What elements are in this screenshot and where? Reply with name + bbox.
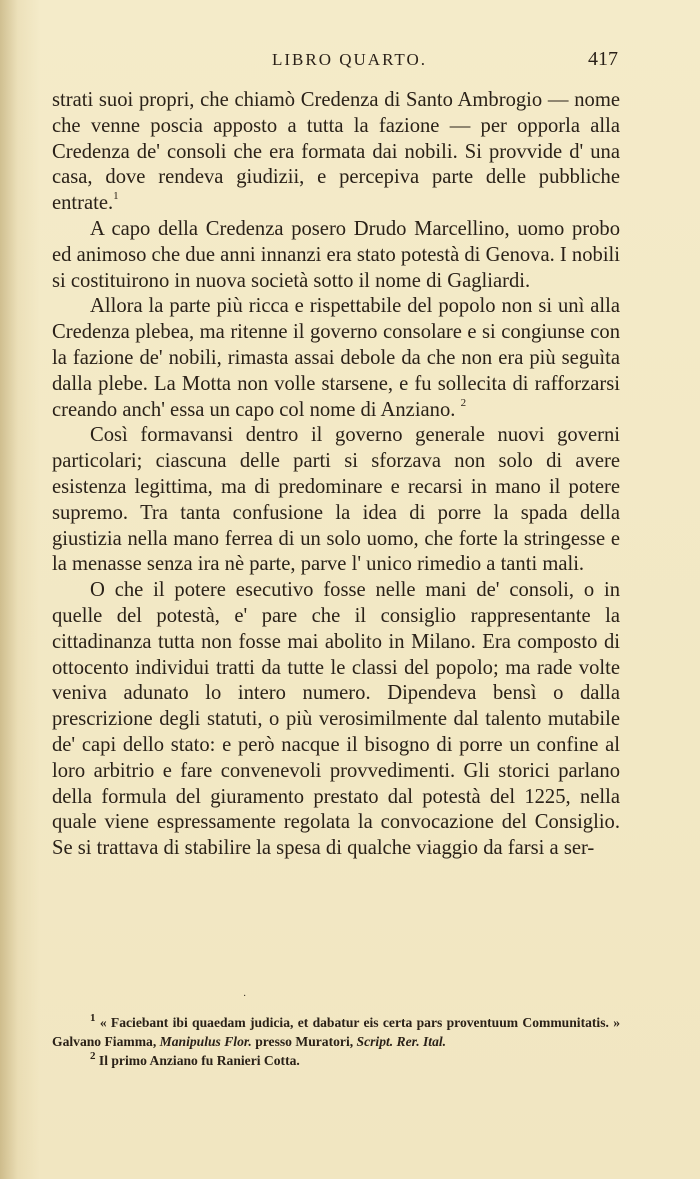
page-header	[0, 50, 700, 76]
main-text	[52, 88, 620, 862]
running-title: LIBRO QUARTO.	[272, 50, 428, 69]
page-number: 417	[588, 48, 618, 70]
footnote-2: $^2$ Il primo Anziano fu Ranieri Cotta.	[90, 1050, 300, 1068]
paragraph-5: O che il potere esecutivo fosse nelle mani de' consoli, o in quelle del potestà, e' pare che il consiglio rappresentante la cittadinanza tutta non fosse mai abolito in Milano. Era composto di ottocento individui tratti da tutte le classi del popolo; ma rade volte veniva adunato lo intero numero. Dipendeva bensì o dalla prescrizione degli statuti, o più verosimilmente dal talento mutabile de' capi dello stato: e però nacque il bisogno di porre un confine al loro arbitrio e fare convenevoli provvedimenti. Gli storici parlano della formula del giuramento prestato dal potestà del 1225, nella quale viene espressamente regolata la convocazione del Consiglio. Se si trattava di stabilire la spesa di qualche viaggio da farsi a ser-	[52, 579, 620, 860]
footnote-1: $^1$ « Faciebant ibi quaedam judicia, et dabatur eis certa pars proventuum Communitatis. » Galvano Fiamma, Manipulus Flor. presso Muratori, Script. Rer. Ital.	[52, 1012, 620, 1049]
footnote-ref-1: 1	[113, 190, 119, 203]
footnote-ref-2: 2	[460, 396, 467, 409]
separator-mark: ·	[243, 991, 247, 1002]
paragraph-4: Così formavansi dentro il governo generale nuovi governi particolari; ciascuna delle parti si sforzava non solo di avere esistenza legittima, ma di predominare e recarsi in mano il potere supremo. Tra tanta confusione la idea di porre la spada della giustizia nella mano ferrea di un solo uomo, che forte la stringesse e la menasse senza ira nè parte, parve l' unico rimedio a tanti mali.	[52, 424, 620, 576]
paragraph-1: strati suoi propri, che chiamò Credenza di Santo Ambrogio — nome che venne poscia apposto a tutta la fazione — per opporla alla Credenza de' consoli che era formata dai nobili. Si provvide d' una casa, dove rendeva giudizii, e percepiva parte delle pubbliche entrate.$^1$	[52, 89, 620, 215]
footnotes	[52, 1013, 620, 1070]
paragraph-2: A capo della Credenza posero Drudo Marcellino, uomo probo ed animoso che due anni innanzi era stato potestà di Genova. I nobili si costituirono in nuova società sotto il nome di Gagliardi.	[52, 217, 620, 292]
paragraph-3: Allora la parte più ricca e rispettabile del popolo non si unì alla Credenza plebea, ma ritenne il governo consolare e si congiunse con la fazione de' nobili, rimasta assai debole da che non era più seguìta dalla plebe. La Motta non volle starsene, e fu sollecita di rafforzarsi creando anch' essa un capo col nome di Anziano. $^2$	[52, 295, 620, 421]
